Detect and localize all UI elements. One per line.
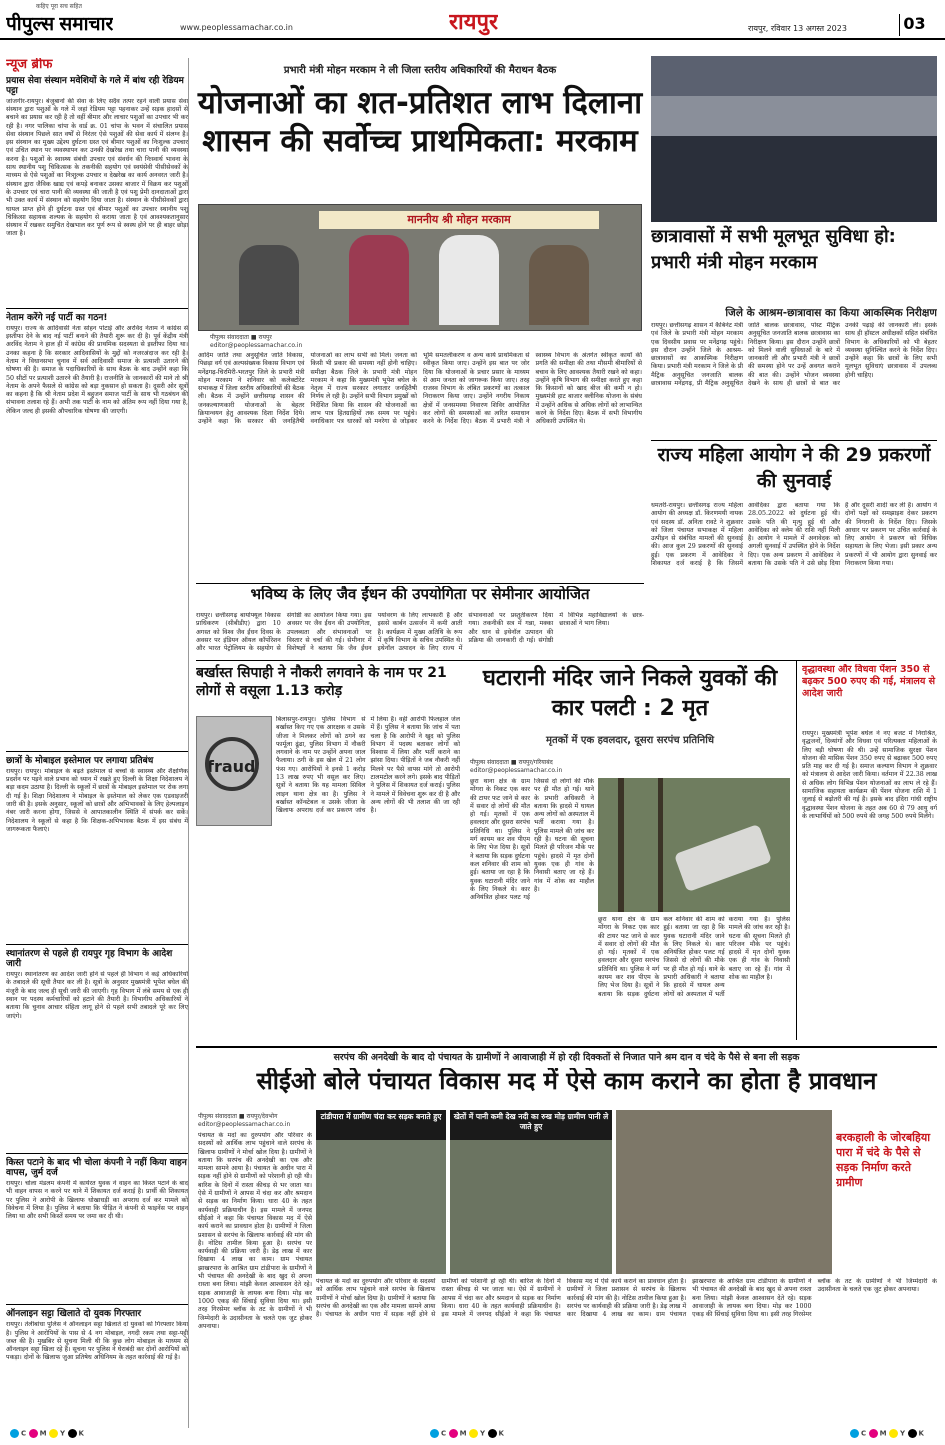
divider: [651, 440, 937, 441]
crowd-row: [651, 136, 937, 222]
divider: [196, 583, 644, 584]
brief-title: किस्त पटाने के बाद भी चोला कंपनी ने नहीं किया वाहन वापस, जुर्म दर्ज: [6, 1158, 187, 1179]
accident-photo: [598, 778, 790, 912]
page-number: 03: [899, 14, 929, 36]
brief-item: [6, 949, 188, 1149]
brand-logo: पीपुल्स समाचार: [6, 14, 114, 35]
fraud-body: बिलासपुर-रायपुर। पुलिस विभाग से बर्खास्त किए गए एक आरक्षक व उसके जीजा ने मिलकर लोगों को ठगने का फार्मूला ढूंढा, पुलिस विभाग में नौकरी लगवाने के नाम पर उन्होंने अपना जाल फैलाया। ठगी के इस खेल में 21 लोग फंस गए। आरोपियों ने इनसे 1 करोड़ 13 लाख रुपए भी वसूल कर लिए। सूत्रों ने बताया कि यह मामला सिविल लाइन थाना क्षेत्र का है। पुलिस ने बर्खास्त कॉन्स्टेबल व उसके जीजा के खिलाफ अपराध दर्ज कर प्रकरण जांच में लिया है। वहीं आरोपी फिलहाल जेल में हैं। पुलिस ने बताया कि जांच में पता चला है कि आरोपी ने खुद को पुलिस विभाग में पदस्थ बताकर लोगों को विश्वास में लिया और भर्ती कराने का झांसा दिया। पीड़ितों ने जब नौकरी नहीं मिलने पर पैसे वापस मांगे तो आरोपी टालमटोल करने लगे। इसके बाद पीड़ितों ने पुलिस में शिकायत दर्ज कराई। पुलिस ने मामले में विवेचना शुरू कर दी है और अन्य लोगों की भी तलाश की जा रही है।: [276, 716, 460, 815]
brief-title: छात्रों के मोबाइल इस्तेमाल पर लगाया प्रतिबंध: [6, 755, 154, 766]
magnifier-icon: [205, 737, 259, 791]
black-dot: [488, 1429, 497, 1438]
yellow-dot: [889, 1429, 898, 1438]
accident-body: छुरा थाना क्षेत्र के ग्राम मोंगरा के निकट एक कार की टायर फट जाने से कार में सवार दो लोगों की मौत हो गई। मृतकों में एक हवलदार और दूसरा सरपंच प्रतिनिधि था। पुलिस ने मर्ग कायम कर शव पीएम के लिए भेज दिया है। सूत्रों ने बताया कि सड़क दुर्घटना कल शनिवार की शाम को हुई। बताया जा रहा है कि युवक घटारानी मंदिर जाने के लिए निकले थे। कार अनियंत्रित होकर पलट गई जिससे दो लोगों की मौके पर ही मौत हो गई। थाने के प्रभारी अधिकारी ने बताया कि हादसे में घायल अन्य लोगों को अस्पताल में भर्ती कराया गया है। पुलिस मामले की जांच कर रही है। घटना की सूचना मिलते ही परिजन मौके पर पहुंचे। हादसे में मृत दोनों युवक एक ही गांव के निवासी बताए जा रहे हैं। गांव में शोक का माहौल है।: [470, 778, 594, 902]
pension-headline: वृद्धावस्था और विधवा पेंशन 350 से बढ़कर 500 रुपए की गई, मंत्रालय से आदेश जारी: [802, 664, 936, 699]
hostel-deck: जिले के आश्रम-छात्रावास का किया आकस्मिक निरीक्षण: [725, 307, 937, 319]
hostel-headline: छात्रावासों में सभी मूलभूत सुविधा हो: प्रभारी मंत्री मोहन मरकाम: [651, 226, 896, 273]
website[interactable]: www.peoplessamachar.co.in: [180, 23, 293, 32]
cyan-dot: [430, 1429, 439, 1438]
cmyk-m: M: [879, 1429, 887, 1438]
cmyk-mark: [10, 1429, 84, 1438]
magenta-dot: [869, 1429, 878, 1438]
women-body: धमतरी-रायपुर। छत्तीसगढ़ राज्य महिला आयोग की अध्यक्ष डॉ. किरणमयी नायक एवं सदस्य डॉ. अनिता रावटे ने शुक्रवार को जिला पंचायत सभाकक्ष में महिला उत्पीड़न से संबंधित मामलों की सुनवाई की। आज कुल 29 प्रकरणों की सुनवाई हुई। एक प्रकरण में आवेदिका ने शिकायत दर्ज कराई है कि जिसमें आवेदिका द्वारा बताया गया कि 28.05.2022 को दुर्घटना हुई थी। उसके पति की मृत्यु हुई थी और आवेदिका को क्लेम की राशि नहीं मिली है। आयोग ने मामले में अनावेदक को अगली सुनवाई में उपस्थित होने के निर्देश दिए। एक अन्य प्रकरण में आवेदिका ने बताया कि उसके पति ने उसे छोड़ दिया है और दूसरी शादी कर ली है। आयोग ने दोनों पक्षों को समझाइश देकर प्रकरण की निगरानी के निर्देश दिए। जिसके आधार पर प्रकरण पर उचित कार्रवाई के लिए आयोग ने प्रकरण को विधिक सहायता के लिए भेजा। इसी प्रकार अन्य प्रकरणों में भी आयोग द्वारा सुनवाई कर निराकरण किया गया।: [651, 502, 937, 568]
cmyk-k: K: [78, 1429, 84, 1438]
cmyk-y: Y: [59, 1429, 66, 1438]
hostel-body: रायपुर। छत्तीसगढ़ शासन में कैबिनेट मंत्री एवं जिले के प्रभारी मंत्री मोहन मरकाम एक दिवसीय प्रवास पर मनेंद्रगढ़ पहुंचे। इस दौरान उन्होंने जिले के आश्रम-छात्रावासों का आकस्मिक निरीक्षण किया। प्रभारी मंत्री मरकाम ने जिले के प्री मैट्रिक अनुसूचित जनजाति बालक छात्रावास मनेंद्रगढ़, प्री मैट्रिक अनुसूचित जाति बालक छात्रावास, पोस्ट मैट्रिक अनुसूचित जनजाति बालक छात्रावास का निरीक्षण किया। इस दौरान उन्होंने छात्रों को मिलने वाली सुविधाओं के बारे में जानकारी ली और प्रभारी मंत्री ने छात्रों की समस्या होने पर उन्हें अवगत कराने की बात की। उन्होंने भोजन व्यवस्था देखने के साथ ही छात्रों से बात कर उनकी पढ़ाई की जानकारी ली। इसके साथ ही हॉस्टल अधीक्षकों सहित संबंधित विभाग के अधिकारियों को भी बेहतर व्यवस्था सुनिश्चित करने के निर्देश दिए। उन्होंने कहा कि छात्रों के लिए सभी मूलभूत सुविधाएं छात्रावास में उपलब्ध होनी चाहिए।: [651, 322, 937, 388]
black-dot: [68, 1429, 77, 1438]
overturned-car: [674, 824, 772, 892]
brief-item: [6, 313, 188, 747]
tree: [618, 778, 624, 912]
tree: [658, 778, 663, 912]
person-2: [349, 235, 409, 325]
brief-title: स्थानांतरण से पहले ही रायपुर गृह विभाग के आदेश जारी: [6, 948, 173, 969]
cmyk-y: Y: [479, 1429, 486, 1438]
lead-kicker: प्रभारी मंत्री मोहन मरकाम ने ली जिला स्तरीय अधिकारियों की मैराथन बैठक: [283, 65, 557, 76]
crowd-row: [651, 96, 937, 136]
divider: [6, 751, 188, 752]
panchayat-headline: सीईओ बोले पंचायत विकास मद में ऐसे काम कराने का होता है प्रावधान: [256, 1068, 877, 1095]
person-3: [439, 235, 499, 325]
lead-body: आदिम जाति तथा अनुसूचित जाति विकास, पिछड़ा वर्ग एवं अल्पसंख्यक विकास विभाग एवं मनेंद्रगढ़-चिरमिरी-भरतपुर जिले के प्रभारी मंत्री मोहन मरकाम ने शनिवार को कलेक्टोरेट सभाकक्ष में जिला स्तरीय अधिकारियों की बैठक ली। बैठक में उन्होंने छत्तीसगढ़ शासन की जनकल्याणकारी योजनाओं के बेहतर क्रियान्वयन हेतु आवश्यक दिशा निर्देश दिये। उन्होंने कहा कि सरकार की जनहितैषी योजनाओं का लाभ सभी को मिले। जनता को किसी भी प्रकार की समस्या नहीं होनी चाहिए। समीक्षा बैठक जिले के प्रभारी मंत्री मोहन मरकाम ने कहा कि मुख्यमंत्री भूपेश बघेल के नेतृत्व में राज्य सरकार लगातार जनहितैषी निर्णय ले रही है। उन्होंने सभी विभाग प्रमुखों को निर्देशित किया कि शासन की योजनाओं का लाभ पात्र हितग्राहियों तक समय पर पहुंचे। वनाधिकार पत्र धारकों को मनरेगा से जोड़कर भूमि समतलीकरण व अन्य कार्य प्राथमिकता से स्वीकृत किया जाए। उन्होंने इस बात पर जोर दिया कि योजनाओं के प्रचार प्रसार के माध्यम से आम जनता को जागरूक किया जाए। तरह राजस्व विभाग के लंबित प्रकरणों का तत्काल निराकरण किया जाए। उन्होंने नगरीय निकाय क्षेत्रों में जनसमस्या निवारण शिविर आयोजित कर लोगों की समस्याओं का त्वरित समाधान करने के निर्देश दिए। बैठक में प्रभारी मंत्री ने स्वास्थ्य विभाग के अंतर्गत स्वीकृत कार्यों की प्रगति की समीक्षा की तथा मौसमी बीमारियों से बचाव के लिए आवश्यक तैयारी रखने को कहा। उन्होंने कृषि विभाग की समीक्षा करते हुए कहा कि किसानों को खाद बीज की कमी न हो। मुख्यमंत्री हाट बाजार क्लीनिक योजना के संबंध में उन्होंने अधिक से अधिक लोगों को लाभान्वित करने के निर्देश दिए। बैठक में सभी विभागीय अधिकारी उपस्थित थे।: [198, 352, 642, 426]
biofuel-headline: भविष्य के लिए जैव ईंधन की उपयोगिता पर सेमीनार आयोजित: [250, 586, 590, 603]
panchayat-photo-2: [450, 1110, 612, 1274]
brief-title: ऑनलाइन सट्टा खिलाते दो युवक गिरफ्तार: [6, 1309, 142, 1320]
fraud-photo: [196, 716, 272, 826]
cmyk-k: K: [918, 1429, 924, 1438]
news-brief-column: [6, 58, 189, 1428]
brief-title: नेताम करेंगे नई पार्टी का गठन!: [6, 312, 108, 323]
photo-caption: बरकहाली के जोरबहिया पारा में चंदे के पैसे से सड़क निर्माण करते ग्रामीण: [836, 1131, 931, 1189]
footer: [0, 1425, 945, 1445]
brief-body: जांजगीर-रायपुर। बेजुबानों की सेवा के लिए सदैव तत्पर रहने वाली प्रयास सेवा संस्थान द्वारा पशुओं के गले में जहां रेडियम पट्टा पहनाकर उन्हें सड़क हादसों से बचाने का प्रयास कर रही है तो वहीं बीमार और लाचार पशुओं का उपचार भी कर रही है। नगर पालिका चांपा के वार्ड क्र. 01 चांपा के भवन में संचालित प्रयास सेवा संस्थान पिछले सात वर्षों से निरंतर ऐसे पशुओं की सेवा कार्य में संलग्न है। इस संस्थान का मुख्य उद्देश्य दुर्घटना ग्रस्त एवं बीमार पशुओं का निःशुल्क उपचार एवं उचित स्थान पर व्यवस्थापन कर उनकी देखरेख तथा चारा पानी की व्यवस्था करना है। पशुओं के स्वास्थ्य संबंधी उपचार एवं संवर्धन की निःस्वार्थ भावना के साथ स्थानीय पशु चिकित्सक के तकनीकी सहयोग एवं स्वयंसेवी पीसीसेवकों के माध्यम से ऐसे पशुओं का निःशुल्क उपचार व देखरेख का कार्य अनवरत जारी है। संस्थान द्वारा जैविक खाद्य एवं कपड़े बनाकर उसका बाजार में विक्रय कर पशुओं के उपचार एवं चारा पानी की व्यवस्था की जाती है एवं पशु प्रेमी दानदाताओं द्वारा भी उक्त कार्य में संस्थान को सहयोग दिया जाता है। संस्थान के पीसीसेवकों द्वारा घायल प्राप्त होने ही दुर्घटना ग्रस्त एवं बीमार पशुओं का उपचार स्थानीय पशु चिकित्सा सहायक शल्यक के सहयोग से कराया जाता है एवं आवश्यकतानुसार संस्थान में रखकर समुचित देखभाल कर पूर्ण रूप से स्वस्थ होने पर ही बाहर छोड़ा जाता है।: [6, 97, 188, 238]
divider: [6, 308, 188, 309]
accident-headline: घटारानी मंदिर जाने निकले युवकों की कार पलटी : 2 मृत: [482, 666, 778, 721]
person-4: [529, 245, 589, 325]
banner-text: माननीय श्री मोहन मरकाम: [319, 211, 599, 229]
accident-byline: पीपुल्स संवाददाता ■ रायपुर/गरियाबंद: [470, 759, 553, 766]
cmyk-mark: [430, 1429, 504, 1438]
cmyk-m: M: [459, 1429, 467, 1438]
divider: [6, 1153, 188, 1154]
brief-body: रायपुर। राज्य के आदिवासी नेता सोहन पोटाई और अरविंद नेताम ने कांग्रेस से इस्तीफा देने के बाद नई पार्टी बनाने की तैयारी शुरू कर दी है। पूर्व केंद्रीय मंत्री अरविंद नेताम ने हाल ही में कांग्रेस की प्राथमिक सदस्यता से इस्तीफा दिया था। उनका कहना है कि सरकार आदिवासियों के मुद्दों को नजरअंदाज कर रही है। नेताम ने विधानसभा चुनाव में सर्व आदिवासी समाज के प्रत्याशी उतारने की घोषणा की है। समाज के पदाधिकारियों के साथ बैठक के बाद उन्होंने कहा कि 50 सीटों पर प्रत्याशी उतारने की तैयारी है। राजनीति के जानकारों की माने तो श्री नेताम के अपने फैसले से कांग्रेस को बड़ा नुकसान हो सकता है। दूसरी ओर सूत्रों का कहना है कि श्री नेताम प्रदेश में बहुजन समाज पार्टी के साथ भी गठबंधन की संभावना तलाश रहे हैं। अभी तक पार्टी के नाम को अंतिम रूप नहीं दिया गया है, लेकिन जल्द ही इसकी औपचारिक घोषणा की जाएगी।: [6, 324, 188, 415]
city-title: रायपुर: [449, 9, 498, 34]
accident-deck: मृतकों में एक हवलदार, दूसरा सरपंच प्रतिनिधि: [546, 735, 714, 746]
brief-item: [6, 1309, 188, 1428]
panchayat-email[interactable]: editor@peoplessamachar.co.in: [198, 1121, 291, 1128]
cmyk-c: C: [861, 1429, 867, 1438]
panchayat-byline: पीपुल्स संवाददाता ■ रायपुर/देवभोग: [198, 1113, 278, 1120]
lead-byline: पीपुल्स संवाददाता ■ रायपुर: [210, 334, 272, 341]
brief-title: प्रयास सेवा संस्थान मवेशियों के गले में बांध रही रेडियम पट्टा: [6, 75, 184, 96]
divider: [196, 660, 896, 661]
cmyk-m: M: [39, 1429, 47, 1438]
pension-body: रायपुर। मुख्यमंत्री भूपेश बघेल ने नए बजट में निराश्रित, वृद्धजनों, दिव्यांगों और विधवा एवं परित्यक्ता महिलाओं के लिए बड़ी घोषणा की थी। उन्हें सामाजिक सुरक्षा पेंशन योजना की मासिक पेंशन 350 रुपए से बढ़ाकर 500 रुपए प्रति माह कर दी गई है। समाज कल्याण विभाग ने शुक्रवार को मंत्रालय से आदेश जारी किया। वर्तमान में 22.38 लाख से अधिक लोग विभिन्न पेंशन योजनाओं का लाभ ले रहे हैं। सामाजिक सहायता कार्यक्रम की पेंशन योजना राशि में 1 जुलाई से बढ़ोतरी की गई है। इसके बाद इंदिरा गांधी राष्ट्रीय वृद्धावस्था पेंशन योजना के तहत अब 60 से 79 आयु वर्ग के लाभार्थियों को 500 रुपये की जगह 500 रुपये मिलेंगे।: [802, 730, 937, 820]
person-1: [239, 245, 299, 325]
black-dot: [908, 1429, 917, 1438]
masthead: [0, 0, 945, 40]
cmyk-y: Y: [899, 1429, 906, 1438]
cmyk-mark: [850, 1429, 924, 1438]
women-headline: राज्य महिला आयोग ने की 29 प्रकरणों की सुनवाई: [657, 444, 931, 492]
brief-body: रायपुर। रायपुर। मोबाइल के बढ़ते इस्तेमाल से बच्चों के स्वास्थ्य और शैक्षणिक प्रदर्शन पर पड़ने वाले प्रभाव को ध्यान में रखते हुए दिल्ली के शिक्षा निदेशालय ने बड़ा कदम उठाया है। दिल्ली के स्कूलों में छात्रों के मोबाइल इस्तेमाल पर रोक लगा दी गई है। शिक्षा निदेशालय ने मोबाइल के इस्तेमाल को लेकर एक एडवाइजरी जारी की है। इसके अनुसार, स्कूलों को छात्रों और अभिभावकों के लिए हेल्पलाइन नंबर जारी करना होगा, जिससे वे आपातकालीन स्थिति में संपर्क कर सकें। निदेशालय ने स्कूलों से कहा है कि शिक्षक-अभिभावक बैठक में इस संबंध में जागरूकता फैलाएं।: [6, 767, 188, 833]
cmyk-k: K: [498, 1429, 504, 1438]
accident-email[interactable]: editor@peoplessamachar.co.in: [470, 767, 563, 774]
yellow-dot: [469, 1429, 478, 1438]
photo-caption: खेतों में पानी कमी देख नदी का रुख मोड़ ग्रामीण पानी ले जाते हुए: [450, 1110, 612, 1140]
panchayat-body-left: पंचायत के मदों का दुरुपयोग और परिवार के सदस्यों को आर्थिक लाभ पहुंचाने वाले सरपंच के खिलाफ ग्रामीणों ने मोर्चा खोल दिया है। ग्रामीणों ने बताया कि सरपंच की अनदेखी का एक और मामला सामने आया है। पंचायत के अधीन पारा में सड़क नहीं होने से ग्रामीणों को परेशानी हो रही थी। बारिश के दिनों में रास्ता कीचड़ से भर जाता था। ऐसे में ग्रामीणों ने आपस में चंदा कर और श्रमदान से सड़क का निर्माण किया। धारा 40 के तहत कार्यवाही प्रक्रियाधीन है। इस मामले में जनपद सीईओ ने कहा कि पंचायत विकास मद में ऐसे कार्य कराने का प्रावधान होता है। ग्रामीणों ने जिला प्रशासन से सरपंच के खिलाफ कार्रवाई की मांग की है। नोटिस तामील किया हुआ है। सरपंच पर कार्यवाही की प्रक्रिया जारी है। डेढ़ लाख में कार दिखाया 4 लाख का काम। ग्राम पंचायत झाखरपारा के आश्रित ग्राम टांडीपारा के ग्रामीणों ने भी पंचायत की अनदेखी के बाद खुद से अपना रास्ता बना लिया। मांझी केवल आश्वासन देते रहे। सड़क आवाजाही के लायक बना दिया। मोड़ कर 1000 एकड़ की सिंचाई सुविधा दिया था। इसी तरह गिरसेमर ब्लॉक के तट के ग्रामीणों ने भी जिम्मेदारी के उदासीनता के चलते एक जुट होकर अपनाया।: [198, 1132, 312, 1330]
brief-item: [6, 76, 188, 304]
news-brief-label: न्यूज ब्रीफ: [6, 58, 53, 72]
divider: [6, 944, 188, 945]
panchayat-photo-1: [316, 1110, 446, 1274]
accident-body-2: छुरा थाना क्षेत्र के ग्राम मोंगरा के निकट एक कार की टायर फट जाने से कार में सवार दो लोगों की मौत हो गई। मृतकों में एक हवलदार और दूसरा सरपंच प्रतिनिधि था। पुलिस ने मर्ग कायम कर शव पीएम के लिए भेज दिया है। सूत्रों ने बताया कि सड़क दुर्घटना कल शनिवार की शाम को हुई। बताया जा रहा है कि युवक घटारानी मंदिर जाने के लिए निकले थे। कार अनियंत्रित होकर पलट गई जिससे दो लोगों की मौके पर ही मौत हो गई। थाने के प्रभारी अधिकारी ने बताया कि हादसे में घायल अन्य लोगों को अस्पताल में भर्ती कराया गया है। पुलिस मामले की जांच कर रही है। घटना की सूचना मिलते ही परिजन मौके पर पहुंचे। हादसे में मृत दोनों युवक एक ही गांव के निवासी बताए जा रहे हैं। गांव में शोक का माहौल है।: [598, 916, 790, 998]
fraud-headline: बर्खास्त सिपाही ने नौकरी लगवाने के नाम पर 21 लोगों से वसूला 1.13 करोड़: [196, 665, 447, 699]
fraud-photo-text: fraud: [207, 757, 256, 776]
biofuel-body: रायपुर। छत्तीसगढ़ बायोफ्यूल विकास प्राधिकरण (सीबीडीए) द्वारा 10 अगस्त को विश्व जैव ईंधन दिवस के अवसर पर इंडियन ऑयल कॉर्पोरेशन और भारत पेट्रोलियम के सहयोग से संगोष्ठी का आयोजन किया गया। इस अवसर पर जैव ईंधन की उपयोगिता, उपलब्धता और संभावनाओं पर विस्तार से चर्चा की गई। सेमीनार में विशेषज्ञों ने बताया कि जैव ईंधन पर्यावरण के लिए लाभकारी है और इससे कार्बन उत्सर्जन में कमी आती है। कार्यक्रम में मुख्य अतिथि के रूप में कृषि विभाग के सचिव उपस्थित थे। इथेनॉल उत्पादन के लिए राज्य में संभावनाओं पर प्रस्तुतीकरण दिया गया। तकनीकी सत्र में गन्ना, मक्का और धान से इथेनॉल उत्पादन की प्रक्रिया की जानकारी दी गई। संगोष्ठी में विभिन्न महाविद्यालयों के छात्र-छात्राओं ने भाग लिया।: [196, 612, 644, 653]
divider: [196, 1046, 937, 1048]
cyan-dot: [10, 1429, 19, 1438]
lead-headline: योजनाओं का शत-प्रतिशत लाभ दिलाना शासन की सर्वोच्च प्राथमिकता: मरकाम: [197, 85, 643, 159]
panchayat-body-main: पंचायत के मदों का दुरुपयोग और परिवार के सदस्यों को आर्थिक लाभ पहुंचाने वाले सरपंच के खिलाफ ग्रामीणों ने मोर्चा खोल दिया है। ग्रामीणों ने बताया कि सरपंच की अनदेखी का एक और मामला सामने आया है। पंचायत के अधीन पारा में सड़क नहीं होने से ग्रामीणों को परेशानी हो रही थी। बारिश के दिनों में रास्ता कीचड़ से भर जाता था। ऐसे में ग्रामीणों ने आपस में चंदा कर और श्रमदान से सड़क का निर्माण किया। धारा 40 के तहत कार्यवाही प्रक्रियाधीन है। इस मामले में जनपद सीईओ ने कहा कि पंचायत विकास मद में ऐसे कार्य कराने का प्रावधान होता है। ग्रामीणों ने जिला प्रशासन से सरपंच के खिलाफ कार्रवाई की मांग की है। नोटिस तामील किया हुआ है। सरपंच पर कार्यवाही की प्रक्रिया जारी है। डेढ़ लाख में कार दिखाया 4 लाख का काम। ग्राम पंचायत झाखरपारा के आश्रित ग्राम टांडीपारा के ग्रामीणों ने भी पंचायत की अनदेखी के बाद खुद से अपना रास्ता बना लिया। मांझी केवल आश्वासन देते रहे। सड़क आवाजाही के लायक बना दिया। मोड़ कर 1000 एकड़ की सिंचाई सुविधा दिया था। इसी तरह गिरसेमर ब्लॉक के तट के ग्रामीणों ने भी जिम्मेदारी के उदासीनता के चलते एक जुट होकर अपनाया।: [316, 1278, 937, 1319]
lead-email[interactable]: editor@peoplessamachar.co.in: [210, 342, 303, 349]
brief-body: रायपुर। चोला मंडलम कंपनी में कार्यरत युवक ने वाहन का किस्त पटाने के बाद भी वाहन वापस न करने पर थाने में शिकायत दर्ज कराई है। प्रार्थी की शिकायत पर पुलिस ने आरोपी के खिलाफ धोखाधड़ी का अपराध दर्ज कर मामले को विवेचना में लिया है। पुलिस ने बताया कि पीड़ित ने कंपनी से फाइनेंस पर वाहन लिया था और सभी किस्तें समय पर जमा कर दी थी।: [6, 1180, 188, 1221]
divider: [6, 1304, 188, 1305]
brief-item: [6, 756, 188, 940]
divider: [796, 660, 797, 1040]
cmyk-c: C: [21, 1429, 27, 1438]
date-line: रायपुर, रविवार 13 अगस्त 2023: [748, 24, 847, 33]
brief-body: रायपुर। तेलीबांधा पुलिस ने ऑनलाइन सट्टा खिलाते दो युवकों को गिरफ्तार किया है। पुलिस ने आरोपियों के पास से 4 नग मोबाइल, नगदी रकम तथा सट्टा-पट्टी जब्त की है। मुखबिर से सूचना मिली थी कि कुछ लोग मोबाइल के माध्यम से ऑनलाइन सट्टा खिला रहे हैं। सूचना पर पुलिस ने घेराबंदी कर दोनों आरोपियों को पकड़ा। दोनों के खिलाफ जुआ प्रतिषेध अधिनियम के तहत कार्रवाई की गई है।: [6, 1321, 188, 1362]
panchayat-photo-3: [616, 1110, 832, 1274]
hostel-photo: [651, 56, 937, 222]
cmyk-c: C: [441, 1429, 447, 1438]
panchayat-kicker: सरपंच की अनदेखी के बाद दो पंचायत के ग्रामीणों ने आवाजाही में हो रही दिक्कतों से निजात पाने श्रम दान व चंदे के पैसे से बना ली सड़क: [333, 1052, 800, 1063]
brand-tagline: कहिए पूरा सच सहित: [36, 3, 82, 10]
lead-photo: [198, 204, 642, 331]
magenta-dot: [449, 1429, 458, 1438]
magenta-dot: [29, 1429, 38, 1438]
brief-body: रायपुर। स्थानांतरण का आदेश जारी होने से पहले ही विभाग ने कई अधिकारियों के तबादले की सूची तैयार कर ली है। सूत्रों के अनुसार मुख्यमंत्री भूपेश बघेल की मंजूरी के बाद जल्द ही सूची जारी की जाएगी। गृह विभाग में लंबे समय से एक ही स्थान पर पदस्थ कर्मचारियों को हटाने की तैयारी है। विभागीय अधिकारियों ने बताया कि चुनाव आचार संहिता लागू होने से पहले सभी तबादले पूरे कर लिए जाएंगे।: [6, 971, 188, 1020]
brief-item: [6, 1158, 188, 1300]
cyan-dot: [850, 1429, 859, 1438]
yellow-dot: [49, 1429, 58, 1438]
photo-caption: टांडीपारा में ग्रामीण चंदा कर सड़क बनाते हुए: [316, 1110, 446, 1140]
